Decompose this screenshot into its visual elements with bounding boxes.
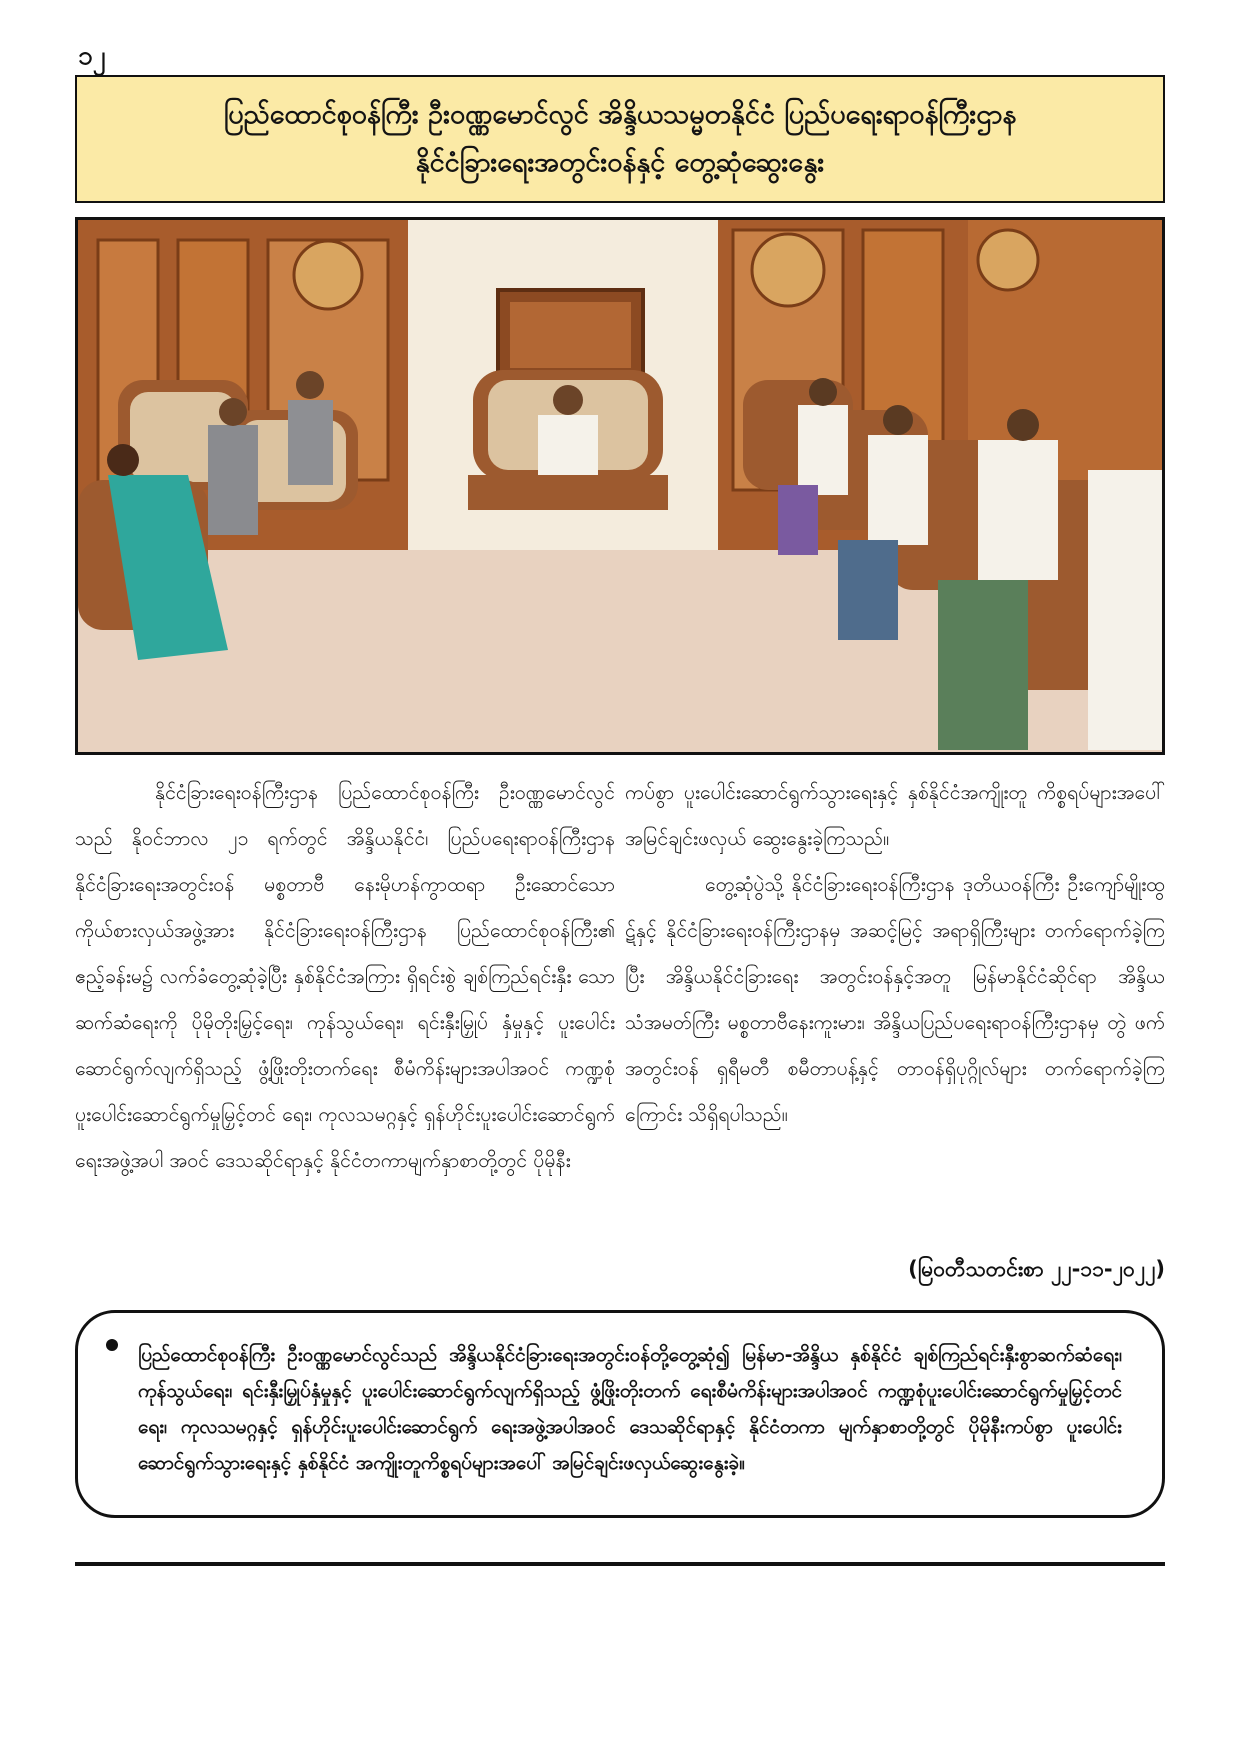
summary-box: [75, 1310, 1165, 1518]
page-number: ၁၂: [78, 41, 106, 71]
article-paragraph-right-2: တွေ့ဆုံပွဲသို့ နိုင်ငံခြားရေးဝန်ကြီးဌာန ဒုတိယဝန်ကြီး ဦးကျော်မျိုးထွဋ်နှင့် နိုင်ငံခြားရေးဝန်ကြီးဌာနမှ အဆင့်မြင့် အရာရှိကြီးများ တက်ရောက်ခဲ့ကြပြီး အိန္ဒိယနိုင်ငံခြားရေး အတွင်းဝန်နှင့်အတူ မြန်မာနိုင်ငံဆိုင်ရာ အိန္ဒိယသံအမတ်ကြီး မစ္စတာဗီနေးကူးမား၊ အိန္ဒိယပြည်ပရေးရာဝန်ကြီးဌာနမှ တွဲ ဖက်အတွင်းဝန် ရှရီမတီ စမီတာပန့်နှင့် တာဝန်ရှိပုဂ္ဂိုလ်များ တက်ရောက်ခဲ့ကြကြောင်း သိရှိရပါသည်။: [625, 873, 1165, 1126]
meeting-photo: [75, 217, 1165, 755]
article-paragraph-left: နိုင်ငံခြားရေးဝန်ကြီးဌာန ပြည်ထောင်စုဝန်ကြီး ဦးဝဏ္ဏမောင်လွင်သည် နိုဝင်ဘာလ ၂၁ ရက်တွင် အိန္ဒိယနိုင်ငံ၊ ပြည်ပရေးရာဝန်ကြီးဌာန နိုင်ငံခြားရေးအတွင်းဝန် မစ္စတာဗီ နေးမိုဟန်ကွာထရာ ဦးဆောင်သော ကိုယ်စားလှယ်အဖွဲ့အား နိုင်ငံခြားရေးဝန်ကြီးဌာန ပြည်ထောင်စုဝန်ကြီး၏ ဧည့်ခန်းမ၌ လက်ခံတွေ့ဆုံခဲ့ပြီး နှစ်နိုင်ငံအကြား ရှိရင်းစွဲ ချစ်ကြည်ရင်းနှီး သောဆက်ဆံရေးကို ပိုမိုတိုးမြှင့်ရေး၊ ကုန်သွယ်ရေး၊ ရင်းနှီးမြှုပ် နှံမှုနှင့် ပူးပေါင်းဆောင်ရွက်လျက်ရှိသည့် ဖွံ့ဖြိုးတိုးတက်ရေး စီမံကိန်းများအပါအဝင် ကဏ္ဍစုံပူးပေါင်းဆောင်ရွက်မှုမြှင့်တင် ရေး၊ ကုလသမဂ္ဂနှင့် ရှန်ဟိုင်းပူးပေါင်းဆောင်ရွက်ရေးအဖွဲ့အပါ အဝင် ဒေသဆိုင်ရာနှင့် နိုင်ငံတကာမျက်နှာစာတို့တွင် ပိုမိုနီး: [75, 781, 615, 1172]
headline-line-2: နိုင်ငံခြားရေးအတွင်းဝန်နှင့် တွေ့ဆုံဆွေးနွေး: [415, 147, 825, 178]
article-source: (မြဝတီသတင်းစာ ၂၂-၁၁-၂၀၂၂): [908, 1257, 1165, 1281]
article-column-right: [625, 770, 1165, 1138]
bullet-dot-icon: [106, 1339, 118, 1351]
headline-box: [75, 75, 1165, 203]
headline-line-1: ပြည်ထောင်စုဝန်ကြီး ဦးဝဏ္ဏမောင်လွင် အိန္ဒိယသမ္မတနိုင်ငံ ပြည်ပရေးရာဝန်ကြီးဌာန: [223, 99, 1017, 130]
meeting-room-photo: [78, 220, 1162, 752]
article-column-left: [75, 770, 615, 1184]
bottom-divider: [75, 1562, 1165, 1566]
article-paragraph-right-1: ကပ်စွာ ပူးပေါင်းဆောင်ရွက်သွားရေးနှင့် နှစ်နိုင်ငံအကျိုးတူ ကိစ္စရပ်များအပေါ် အမြင်ချင်းဖလှယ် ဆွေးနွေးခဲ့ကြသည်။: [625, 781, 1165, 850]
summary-text: ပြည်ထောင်စုဝန်ကြီး ဦးဝဏ္ဏမောင်လွင်သည် အိန္ဒိယနိုင်ငံခြားရေးအတွင်းဝန်တို့တွေ့ဆုံ၍ မြန်မာ-အိန္ဒိယ နှစ်နိုင်ငံ ချစ်ကြည်ရင်းနှီးစွာဆက်ဆံရေး၊ ကုန်သွယ်ရေး၊ ရင်းနှီးမြှုပ်နှံမှုနှင့် ပူးပေါင်းဆောင်ရွက်လျက်ရှိသည့် ဖွံ့ဖြိုးတိုးတက် ရေးစီမံကိန်းများအပါအဝင် ကဏ္ဍစုံပူးပေါင်းဆောင်ရွက်မှုမြှင့်တင်ရေး၊ ကုလသမဂ္ဂနှင့် ရှန်ဟိုင်းပူးပေါင်းဆောင်ရွက် ရေးအဖွဲ့အပါအဝင် ဒေသဆိုင်ရာနှင့် နိုင်ငံတကာ မျက်နှာစာတို့တွင် ပိုမိုနီးကပ်စွာ ပူးပေါင်းဆောင်ရွက်သွားရေးနှင့် နှစ်နိုင်ငံ အကျိုးတူကိစ္စရပ်များအပေါ် အမြင်ချင်းဖလှယ်ဆွေးနွေးခဲ့။: [138, 1344, 1122, 1474]
